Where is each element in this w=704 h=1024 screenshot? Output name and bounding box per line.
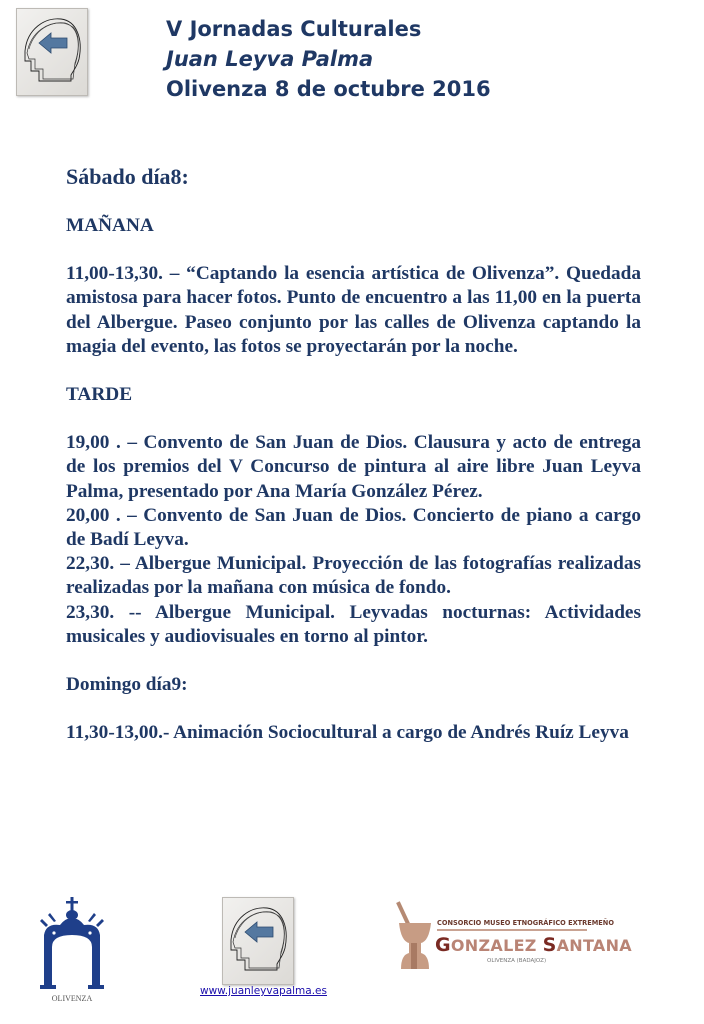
head-arrow-icon [223, 898, 293, 984]
museum-name-part-1: ONZALEZ [450, 936, 543, 955]
afternoon-event: 20,00 . – Convento de San Juan de Dios. Concierto de piano a cargo de Badí Leyva. [66, 504, 641, 551]
website-link[interactable]: www.juanleyvapalma.es [200, 985, 327, 997]
morning-heading: MAÑANA [66, 215, 154, 236]
program-body [66, 164, 641, 745]
saturday-heading: Sábado día8: [66, 164, 189, 189]
museum-location: OLIVENZA (BADAJOZ) [487, 958, 547, 964]
museo-gonzalez-santana-logo [395, 897, 632, 977]
olivenza-arch-icon [36, 895, 108, 1005]
page-title [166, 14, 491, 104]
museum-line-1: CONSORCIO MUSEO ETNOGRÁFICO EXTREMEÑO [437, 919, 614, 927]
afternoon-heading: TARDE [66, 384, 133, 406]
title-line-2: Juan Leyva Palma [166, 47, 374, 71]
museum-name [435, 934, 632, 956]
title-line-3: Olivenza 8 de octubre 2016 [166, 77, 491, 101]
mortar-pestle-icon [395, 897, 435, 977]
head-arrow-icon [17, 9, 87, 95]
sunday-heading: Domingo día9: [66, 674, 188, 696]
olivenza-logo-text: OLIVENZA [51, 994, 93, 1003]
afternoon-event: 23,30. -- Albergue Municipal. Leyvadas nocturnas: Actividades musicales y audiovisuales en torno al pintor. [66, 601, 641, 647]
morning-event: 11,00-13,30. – “Captando la esencia artística de Olivenza”. Quedada amistosa para hacer fotos. Punto de encuentro a las 11,00 en la puerta del Albergue. Paseo conjunto por las calles de Olivenza captando la magia del evento, las fotos se proyectarán por la noche. [66, 263, 641, 357]
title-line-1: V Jornadas Culturales [166, 17, 422, 41]
head-arrow-logo [16, 8, 88, 96]
footer-head-arrow-logo [222, 897, 294, 985]
museum-divider [437, 929, 587, 931]
sunday-event: 11,30-13,00.- Animación Sociocultural a cargo de Andrés Ruíz Leyva [66, 722, 629, 744]
afternoon-event: 22,30. – Albergue Municipal. Proyección de las fotografías realizadas realizadas por la mañana con música de fondo. [66, 553, 641, 599]
museum-name-initial-s: S [542, 934, 557, 956]
museum-name-initial-g: G [435, 934, 451, 956]
museum-name-part-2: ANTANA [556, 936, 632, 955]
afternoon-event: 19,00 . – Convento de San Juan de Dios. Clausura y acto de entrega de los premios del V Concurso de pintura al aire libre Juan Leyva Palma, presentado por Ana María González Pérez. [66, 432, 641, 502]
olivenza-logo [36, 895, 108, 1005]
